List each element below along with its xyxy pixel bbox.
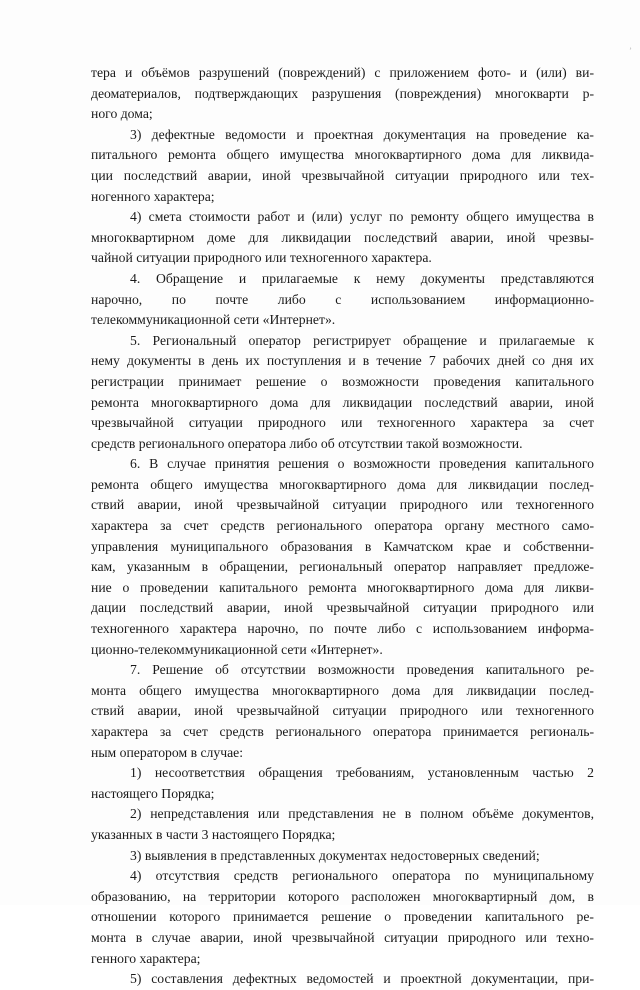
document-body — [91, 63, 594, 990]
text-line: характера за счет средств регионального оператора органу местного само- — [91, 518, 594, 534]
text-line: деоматериалов, подтверждающих разрушения (повреждения) многокварти р- — [91, 85, 594, 101]
text-line: ным оператором в случае: — [91, 744, 244, 760]
text-line: дации последствий аварии, иной чрезвычайной ситуации природного или — [91, 600, 594, 616]
text-line: 3) дефектные ведомости и проектная документация на проведение ка- — [130, 126, 594, 142]
text-line: ние о проведении капитального ремонта многоквартирного дома для ликви- — [91, 579, 594, 595]
text-line: телекоммуникационной сети «Интернет». — [91, 312, 336, 328]
scan-edge-mark: ’ — [629, 46, 632, 56]
text-line: 4) смета стоимости работ и (или) услуг по ремонту общего имущества в — [130, 209, 594, 225]
text-line: ремонта многоквартирного дома для ликвидации последствий аварии, иной — [91, 394, 594, 410]
text-line: нему документы в день их поступления и в течение 7 рабочих дней со дня их — [91, 353, 594, 369]
text-line: управления муниципального образования в Камчатском крае и собственни- — [91, 538, 594, 554]
text-line: монта в случае аварии, иной чрезвычайной ситуации природного или техно- — [91, 929, 594, 945]
text-line: 5. Региональный оператор регистрирует обращение и прилагаемые к — [130, 332, 594, 348]
text-line: отношении которого принимается решение о проведении капитального ре- — [91, 909, 594, 925]
text-line: тера и объёмов разрушений (повреждений) с приложением фото- и (или) ви- — [91, 65, 594, 80]
text-line: характера за счет средств регионального оператора принимается региональ- — [91, 724, 594, 739]
text-line: ствий аварии, иной чрезвычайной ситуации природного или техногенного — [91, 497, 594, 513]
text-line: ционно-телекоммуникационной сети «Интернет». — [91, 641, 383, 657]
text-line: 6. В случае принятия решения о возможности проведения капитального — [130, 456, 594, 472]
text-line: чрезвычайной ситуации природного или техногенного характера за счет — [91, 415, 594, 431]
text-line: образованию, на территории которого расположен многоквартирный дом, в — [91, 888, 594, 904]
text-line: 1) несоответствия обращения требованиям, установленным частью 2 — [130, 765, 594, 781]
text-line: 4) отсутствия средств регионального оператора по муниципальному — [130, 868, 594, 884]
text-line: 4. Обращение и прилагаемые к нему документы представляются — [130, 270, 594, 286]
text-line: 5) составления дефектных ведомостей и проектной документации, при- — [130, 971, 594, 987]
text-line: техногенного характера нарочно, по почте либо с использованием информа- — [91, 621, 594, 637]
text-line: регистрации принимает решение о возможности проведения капитального — [91, 373, 594, 389]
text-line: чайной ситуации природного или техногенного характера. — [91, 250, 432, 266]
text-line: указанных в части 3 настоящего Порядка; — [91, 826, 336, 842]
text-line: многоквартирном доме для ликвидации последствий аварии, иной чрезвы- — [91, 229, 594, 245]
text-line: нарочно, по почте либо с использованием информационно- — [91, 291, 594, 307]
text-line: ногенного характера; — [91, 188, 215, 204]
text-line: ремонта общего имущества многоквартирного дома для ликвидации послед- — [91, 476, 594, 492]
text-line: генного характера; — [91, 950, 201, 966]
text-line: 2) непредставления или представления не в полном объёме документов, — [130, 806, 594, 822]
text-line: ствий аварии, иной чрезвычайной ситуации природного или техногенного — [91, 703, 594, 719]
text-line: питального ремонта общего имущества многоквартирного дома для ликвида- — [91, 147, 594, 163]
text-line: ции последствий аварии, иной чрезвычайной ситуации природного или тех- — [91, 167, 594, 183]
text-line: настоящего Порядка; — [91, 785, 215, 801]
text-line: 3) выявления в представленных документах недостоверных сведений; — [130, 847, 540, 863]
text-line: кам, указанным в обращении, региональный оператор направляет предложе- — [91, 559, 594, 575]
text-line: монта общего имущества многоквартирного дома для ликвидации послед- — [91, 682, 594, 698]
text-line: ного дома; — [91, 106, 153, 122]
text-line: средств регионального оператора либо об отсутствии такой возможности. — [91, 435, 523, 451]
text-line: 7. Решение об отсутствии возможности проведения капитального ре- — [130, 662, 594, 678]
